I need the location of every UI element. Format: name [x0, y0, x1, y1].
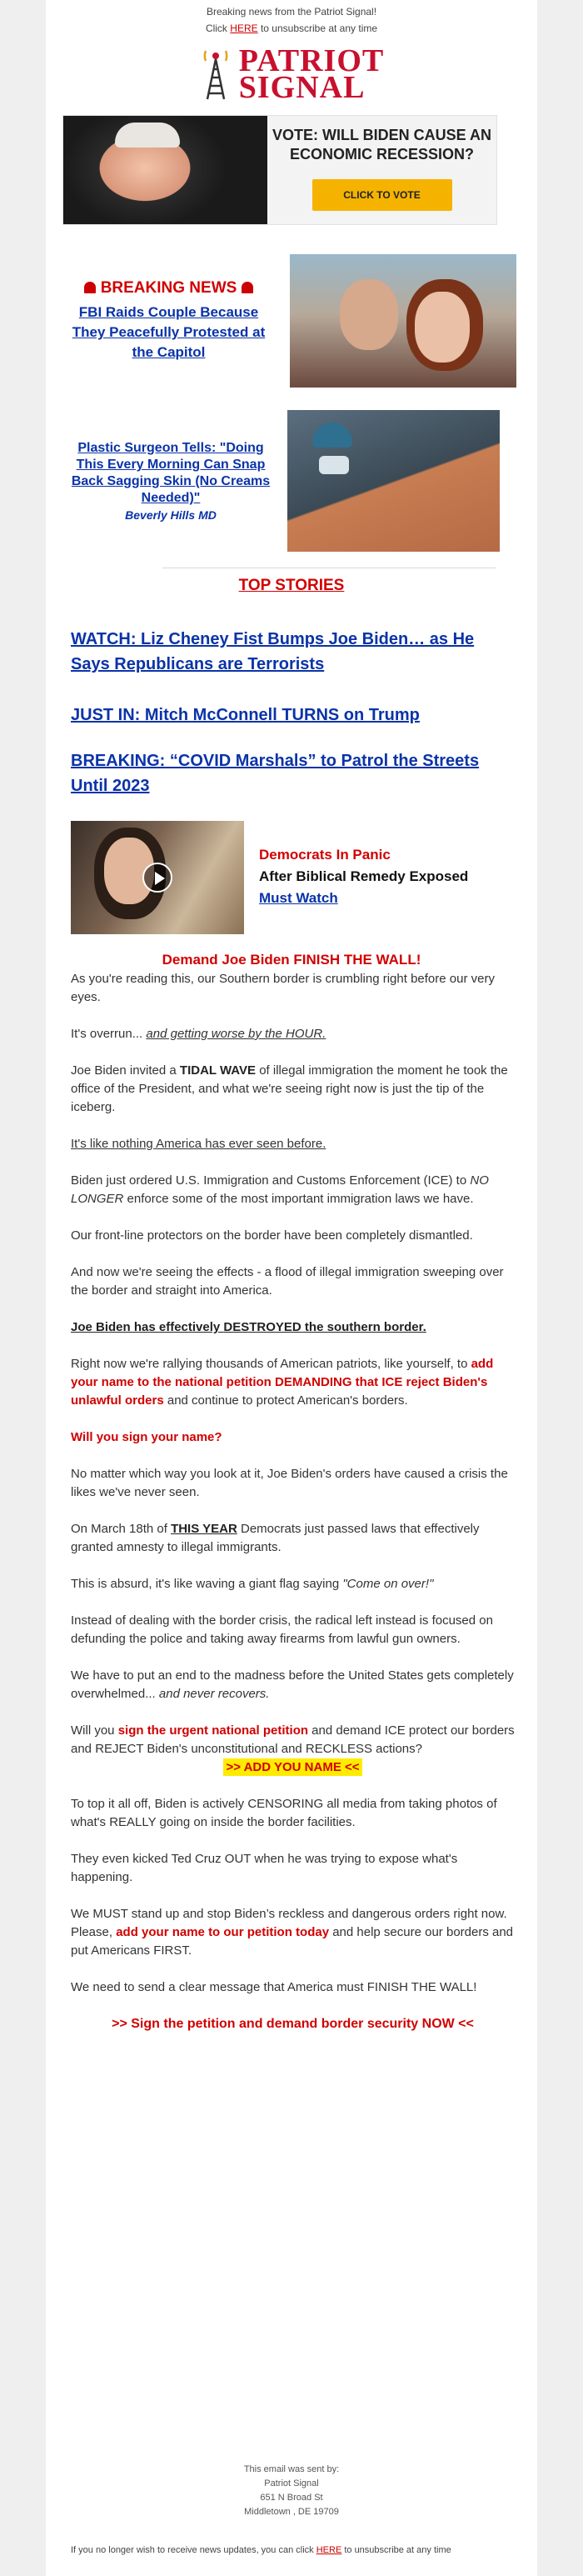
logo-text: PATRIOT SIGNAL: [238, 43, 385, 105]
logo[interactable]: [46, 45, 537, 103]
letter-body: [71, 970, 515, 2033]
notice-text: Breaking news from the Patriot Signal!: [206, 6, 377, 18]
story-link[interactable]: JUST IN: Mitch McConnell TURNS on Trump: [71, 706, 420, 724]
paragraph: Will you sign your name?: [71, 1430, 222, 1444]
footer-unsubscribe-link[interactable]: HERE: [316, 2545, 342, 2555]
paragraph: We MUST stand up and stop Biden’s reckless and dangerous orders right now. Please, add your name to our petition today and help secure our borders and put Americans FIRST.: [71, 1907, 514, 1958]
siren-icon: [84, 282, 96, 293]
paragraph: Joe Biden invited a TIDAL WAVE of illegal immigration the moment he took the office of the President, and what we're seeing right now is just the tip of the iceberg.: [71, 1063, 508, 1114]
paragraph: Joe Biden has effectively DESTROYED the southern border.: [71, 1320, 426, 1334]
video-promo-text: Democrats In Panic After Biblical Remedy Exposed Must Watch: [259, 847, 469, 906]
story-link[interactable]: WATCH: Liz Cheney Fist Bumps Joe Biden… as He Says Republicans are Terrorists: [71, 630, 475, 673]
paragraph: They even kicked Ted Cruz OUT when he was trying to expose what's happening.: [71, 1852, 458, 1884]
paragraph: We have to put an end to the madness before the United States gets completely overwhelmed... and never recovers.: [71, 1668, 514, 1701]
paragraph: Will you sign the urgent national petition and demand ICE protect our borders and REJECT Biden's unconstitutional and RECKLESS actions?: [71, 1723, 515, 1756]
surgeon-photo[interactable]: [287, 410, 500, 552]
siren-icon: [242, 282, 253, 293]
breaking-headline-link[interactable]: FBI Raids Couple Because They Peacefully Protested at the Capitol: [72, 304, 266, 360]
story-item: [71, 703, 512, 728]
add-your-name-button[interactable]: >> ADD YOU NAME <<: [223, 1758, 361, 1776]
story-item: [71, 748, 512, 798]
paragraph: As you're reading this, our Southern border is crumbling right before our very eyes.: [71, 972, 495, 1004]
top-stories-title: TOP STORIES: [238, 577, 345, 594]
sign-petition-link[interactable]: >> Sign the petition and demand border security NOW <<: [112, 2017, 474, 2031]
vote-question: VOTE: WILL BIDEN CAUSE AN ECONOMIC RECESSION?: [272, 127, 491, 163]
letter-heading: Demand Joe Biden FINISH THE WALL!: [162, 952, 421, 968]
breaking-news-label: BREAKING NEWS: [62, 279, 275, 298]
paragraph: It's overrun... and getting worse by the HOUR.: [71, 1027, 326, 1041]
paragraph: To top it all off, Biden is actively CENSORING all media from taking photos of what's REALLY going on inside the border facilities.: [71, 1797, 497, 1829]
ad-source: Beverly Hills MD: [125, 508, 217, 522]
petition-link[interactable]: add your name to the national petition DEMANDING that ICE reject Biden's unlawful orders: [71, 1357, 494, 1408]
breaking-story: [62, 254, 525, 388]
email-body: [46, 0, 537, 2576]
story-link[interactable]: BREAKING: “COVID Marshals” to Patrol the Streets Until 2023: [71, 752, 480, 795]
radio-tower-icon: [199, 48, 232, 101]
biden-photo: [63, 116, 267, 224]
final-cta: [71, 2015, 515, 2033]
paragraph: Our front-line protectors on the border have been completely dismantled.: [71, 1228, 473, 1243]
paragraph: This is absurd, it's like waving a giant flag saying "Come on over!": [71, 1577, 434, 1591]
paragraph: On March 18th of THIS YEAR Democrats just passed laws that effectively granted amnesty to illegal immigrants.: [71, 1522, 480, 1554]
couple-photo[interactable]: [290, 254, 516, 388]
petition-link[interactable]: add your name to our petition today: [116, 1925, 330, 1939]
click-to-vote-button[interactable]: CLICK TO VOTE: [312, 179, 452, 211]
ad-headline-link[interactable]: Plastic Surgeon Tells: "Doing This Every Morning Can Snap Back Sagging Skin (No Creams Needed)": [71, 441, 271, 505]
vote-banner[interactable]: [62, 115, 497, 225]
paragraph: It's like nothing America has ever seen before.: [71, 1137, 326, 1151]
play-icon[interactable]: [142, 863, 172, 893]
paragraph: Biden just ordered U.S. Immigration and Customs Enforcement (ICE) to NO LONGER enforce some of the most important immigration laws we have.: [71, 1173, 489, 1206]
petition-link[interactable]: sign the urgent national petition: [117, 1723, 309, 1738]
unsubscribe-link[interactable]: HERE: [230, 23, 258, 34]
paragraph: We need to send a clear message that America must FINISH THE WALL!: [71, 1980, 477, 1994]
paragraph: Instead of dealing with the border crisis, the radical left instead is focused on defunding the police and taking away firearms from lawful gun owners.: [71, 1613, 493, 1646]
video-thumbnail[interactable]: [71, 821, 244, 934]
paragraph: No matter which way you look at it, Joe Biden's orders have caused a crisis the likes we've never seen.: [71, 1467, 508, 1499]
must-watch-link[interactable]: Must Watch: [259, 890, 338, 906]
footer-unsubscribe: If you no longer wish to receive news updates, you can click HERE to unsubscribe at any time: [71, 2545, 451, 2555]
story-item: [71, 627, 512, 677]
unsubscribe-line: Click HERE to unsubscribe at any time: [205, 23, 378, 34]
paragraph: Right now we're rallying thousands of American patriots, like yourself, to add your name to the national petition DEMANDING that ICE reject Biden's unlawful orders and continue to protect American's borders.: [71, 1357, 494, 1408]
footer-address: This email was sent by: Patriot Signal 651 N Broad St Middletown , DE 19709: [243, 2464, 340, 2517]
add-name-cta: [71, 1758, 515, 1777]
paragraph: And now we're seeing the effects - a flood of illegal immigration sweeping over the border and straight into America.: [71, 1265, 504, 1298]
ad-block: [71, 410, 521, 552]
top-notice: [46, 0, 537, 37]
